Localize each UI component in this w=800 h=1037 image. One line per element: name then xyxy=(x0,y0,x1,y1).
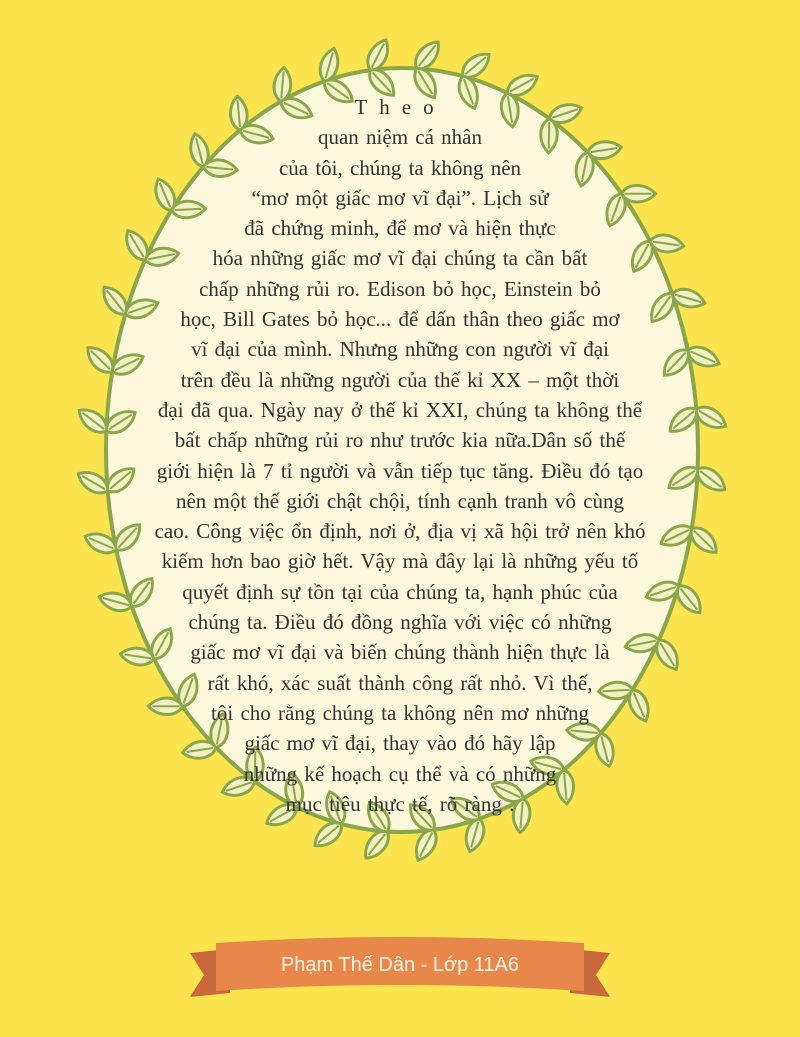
essay-line: kiếm hơn bao giờ hết. Vậy mà đây lại là những yếu tố xyxy=(161,549,639,574)
essay-line: quan niệm cá nhân xyxy=(317,125,483,150)
essay-line: rất khó, xác suất thành công rất nhỏ. Vì thế, xyxy=(207,670,593,695)
essay-line: giấc mơ vĩ đại, thay vào đó hãy lập xyxy=(244,731,556,756)
essay-line: đại đã qua. Ngày nay ở thế kỉ XXI, chúng ta không thể xyxy=(157,397,643,422)
essay-line: nên một thế giới chật chội, tính cạnh tranh vô cùng xyxy=(175,488,625,513)
essay-line: học, Bill Gates bỏ học... để dấn thân theo giấc mơ xyxy=(180,307,620,332)
essay-line: trên đều là những người của thế kỉ XX – một thời xyxy=(180,367,620,392)
essay-line: của tôi, chúng ta không nên xyxy=(278,155,522,180)
essay-line: bất chấp những rủi ro như trước kia nữa.Dân số thế xyxy=(174,428,626,453)
essay-line: hóa những giấc mơ vĩ đại chúng ta cần bất xyxy=(212,246,588,271)
essay-line: chấp những rủi ro. Edison bỏ học, Einstein bỏ xyxy=(199,276,601,301)
essay-body xyxy=(90,92,710,819)
essay-line: chúng ta. Điều đó đồng nghĩa với việc có những xyxy=(188,610,612,635)
essay-line: Theo xyxy=(354,95,446,119)
essay-line: mục tiêu thực tế, rõ ràng . xyxy=(285,791,515,816)
essay-line: vĩ đại của mình. Nhưng những con người vĩ đại xyxy=(191,337,609,362)
essay-line: tôi cho rằng chúng ta không nên mơ những xyxy=(211,700,589,725)
essay-line: quyết định sự tồn tại của chúng ta, hạnh phúc của xyxy=(182,579,618,604)
essay-line: giấc mơ vĩ đại và biến chúng thành hiện thực là xyxy=(190,640,610,665)
author-caption: Phạm Thế Dân - Lớp 11A6 xyxy=(280,954,520,976)
essay-line: đã chứng minh, để mơ và hiện thực xyxy=(244,216,556,241)
essay-line: cao. Công việc ổn định, nơi ở, địa vị xã hội trở nên khó xyxy=(154,519,646,544)
essay-line: “mơ một giấc mơ vĩ đại”. Lịch sử xyxy=(251,185,549,210)
essay-line: những kế hoạch cụ thể và có những xyxy=(243,761,557,786)
essay-line: giới hiện là 7 tỉ người và vẫn tiếp tục tăng. Điều đó tạo xyxy=(156,458,644,483)
